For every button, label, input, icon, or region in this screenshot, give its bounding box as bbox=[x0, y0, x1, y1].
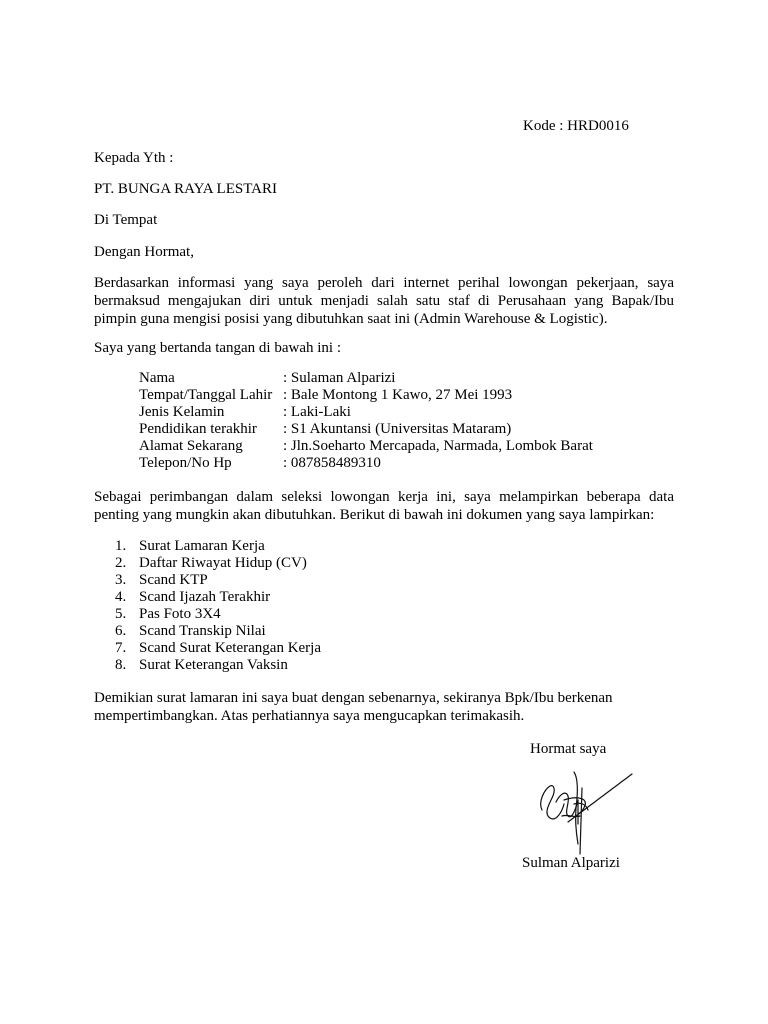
field-label: Pendidikan terakhir bbox=[139, 421, 257, 437]
undersigned-statement: Saya yang bertanda tangan di bawah ini : bbox=[94, 340, 342, 356]
field-label: Alamat Sekarang bbox=[139, 438, 243, 454]
list-text: Scand KTP bbox=[139, 572, 208, 588]
intro-paragraph bbox=[94, 274, 674, 328]
field-value: : S1 Akuntansi (Universitas Mataram) bbox=[283, 421, 512, 437]
field-label: Nama bbox=[139, 370, 175, 386]
greeting: Dengan Hormat, bbox=[94, 244, 194, 260]
intro-line: pimpin guna mengisi posisi yang dibutuhkan saat ini (Admin Warehouse & Logistic). bbox=[94, 311, 608, 327]
consideration-paragraph bbox=[94, 488, 674, 524]
recipient-label: Kepada Yth : bbox=[94, 150, 174, 166]
field-value: : Sulaman Alparizi bbox=[283, 370, 396, 386]
list-text: Scand Surat Keterangan Kerja bbox=[139, 640, 322, 656]
consideration-line: Sebagai perimbangan dalam seleksi lowongan kerja ini, saya melampirkan beberapa data bbox=[94, 489, 674, 505]
intro-line: bermaksud mengajukan diri untuk menjadi salah satu staf di Perusahaan yang Bapak/Ibu bbox=[94, 293, 674, 309]
closing-line: mempertimbangkan. Atas perhatiannya saya mengucapkan terimakasih. bbox=[94, 708, 525, 724]
recipient-place: Di Tempat bbox=[94, 212, 158, 228]
closing-line: Demikian surat lamaran ini saya buat dengan sebenarnya, sekiranya Bpk/Ibu berkenan bbox=[94, 690, 613, 706]
list-number: 7. bbox=[115, 640, 127, 656]
field-label: Telepon/No Hp bbox=[139, 455, 232, 471]
list-number: 2. bbox=[115, 555, 127, 571]
intro-line: Berdasarkan informasi yang saya peroleh dari internet perihal lowongan pekerjaan, saya bbox=[94, 275, 674, 291]
consideration-line: penting yang mungkin akan dibutuhkan. Berikut di bawah ini dokumen yang saya lampirkan: bbox=[94, 507, 655, 523]
list-text: Scand Ijazah Terakhir bbox=[139, 589, 271, 605]
list-text: Surat Keterangan Vaksin bbox=[139, 657, 288, 673]
list-text: Surat Lamaran Kerja bbox=[139, 538, 265, 554]
signer-name: Sulman Alparizi bbox=[522, 855, 620, 871]
list-number: 4. bbox=[115, 589, 127, 605]
field-value: : Jln.Soeharto Mercapada, Narmada, Lombok Barat bbox=[283, 438, 593, 454]
field-value: : 087858489310 bbox=[283, 455, 381, 471]
list-number: 6. bbox=[115, 623, 127, 639]
field-label: Tempat/Tanggal Lahir bbox=[139, 387, 273, 403]
list-number: 1. bbox=[115, 538, 127, 554]
list-number: 8. bbox=[115, 657, 127, 673]
list-text: Scand Transkip Nilai bbox=[139, 623, 266, 639]
field-label: Jenis Kelamin bbox=[139, 404, 225, 420]
list-number: 5. bbox=[115, 606, 127, 622]
list-text: Pas Foto 3X4 bbox=[139, 606, 221, 622]
list-text: Daftar Riwayat Hidup (CV) bbox=[139, 555, 307, 571]
closing-regards: Hormat saya bbox=[530, 741, 607, 757]
handwritten-signature bbox=[534, 764, 636, 860]
document-code: Kode : HRD0016 bbox=[523, 118, 629, 134]
field-value: : Bale Montong 1 Kawo, 27 Mei 1993 bbox=[283, 387, 513, 403]
recipient-company: PT. BUNGA RAYA LESTARI bbox=[94, 181, 277, 197]
field-value: : Laki-Laki bbox=[283, 404, 351, 420]
list-number: 3. bbox=[115, 572, 127, 588]
